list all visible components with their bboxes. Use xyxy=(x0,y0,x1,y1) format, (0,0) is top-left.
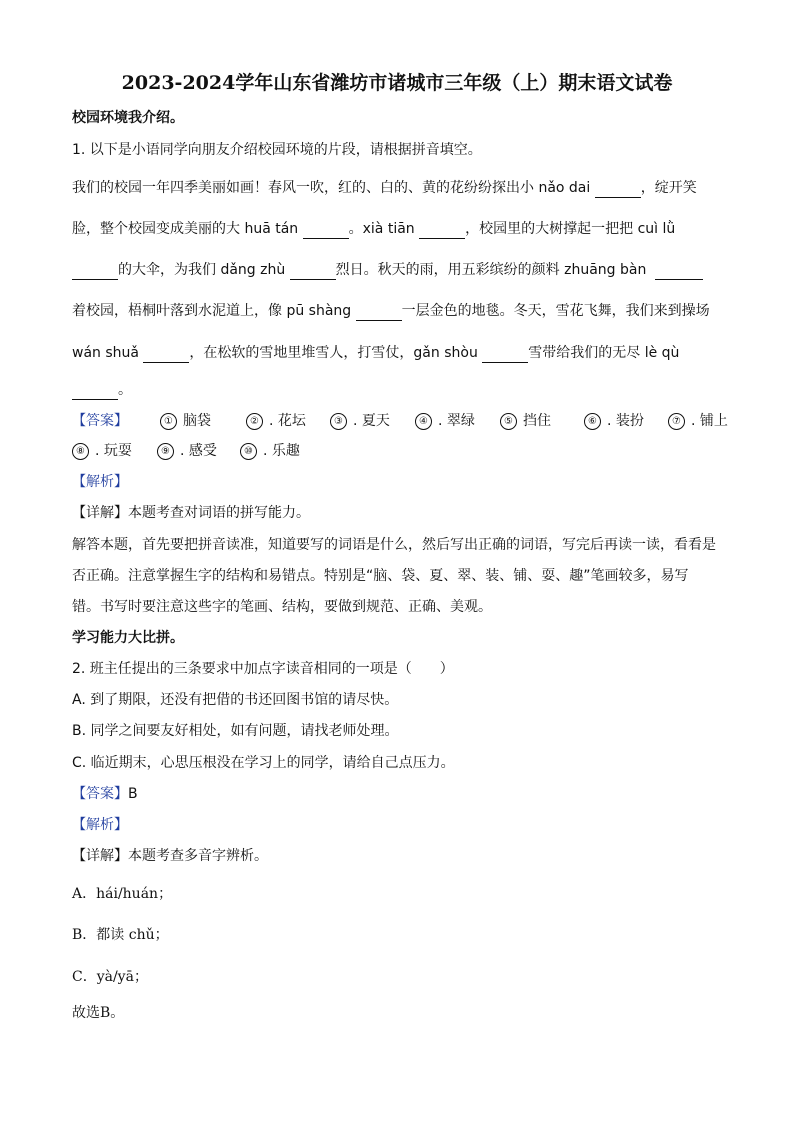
fill-blank[interactable] xyxy=(303,224,349,239)
pinyin-line-b: B．都读 chǔ； xyxy=(72,927,169,943)
analysis-label: 【解析】 xyxy=(72,817,128,833)
fill-blank[interactable] xyxy=(595,183,641,198)
answer-item: ⑦ . 铺上 xyxy=(668,411,728,431)
conclusion: 故选B。 xyxy=(72,1005,125,1021)
answer-item: ⑧ . 玩耍 xyxy=(72,441,132,461)
answer-item: ② . 花坛 xyxy=(246,411,306,431)
passage-text: 烈日。秋天的雨，用五彩缤纷的颜料 zhuāng bàn xyxy=(335,262,651,278)
fill-blank[interactable] xyxy=(72,385,118,400)
passage-text: ，在松软的雪地里堆雪人，打雪仗，gǎn shòu xyxy=(189,345,483,361)
answer-item: ④ . 翠绿 xyxy=(415,411,475,431)
answer-value: B xyxy=(128,786,138,802)
answer-label: 【答案】 xyxy=(72,786,128,802)
passage-text: 脸，整个校园变成美丽的大 huā tán xyxy=(72,221,303,237)
detail-text: 本题考查对词语的拼写能力。 xyxy=(128,505,310,521)
detail-label: 【详解】 xyxy=(72,848,128,864)
circled-number: ② xyxy=(246,413,263,430)
circled-number: ⑩ xyxy=(240,443,257,460)
answer-item: ⑨ . 感受 xyxy=(157,441,217,461)
circled-number: ⑦ xyxy=(668,413,685,430)
passage-line-3 xyxy=(72,260,703,280)
detail-text: 本题考查多音字辨析。 xyxy=(128,848,268,864)
passage-line-5 xyxy=(72,343,679,363)
explanation-line-2: 否正确。注意掌握生字的结构和易错点。特别是“脑、袋、夏、翠、装、铺、耍、趣”笔画较多，易写 xyxy=(72,568,689,584)
passage-text: 一层金色的地毯。冬天，雪花飞舞，我们来到操场 xyxy=(401,303,710,319)
passage-line-6 xyxy=(72,380,132,400)
fill-blank[interactable] xyxy=(419,224,465,239)
section-heading-campus: 校园环境我介绍。 xyxy=(72,110,184,126)
detail-label: 【详解】 xyxy=(72,505,128,521)
circled-number: ⑥ xyxy=(584,413,601,430)
answer-label: 【答案】 xyxy=(72,413,128,429)
circled-number: ③ xyxy=(330,413,347,430)
question-1-stem: 1. 以下是小语同学向朋友介绍校园环境的片段，请根据拼音填空。 xyxy=(72,142,482,158)
fill-blank[interactable] xyxy=(72,265,118,280)
detail-line xyxy=(72,846,268,866)
fill-blank[interactable] xyxy=(356,306,402,321)
passage-line-1 xyxy=(72,178,697,198)
passage-text: wán shuǎ xyxy=(72,345,144,361)
passage-line-4 xyxy=(72,301,710,321)
analysis-label: 【解析】 xyxy=(72,474,128,490)
answer-line xyxy=(72,784,138,804)
fill-blank[interactable] xyxy=(655,265,703,280)
passage-text: 。xià tiān xyxy=(348,221,420,237)
answer-item: ⑤ 挡住 xyxy=(500,411,551,431)
passage-text: ，绽开笑 xyxy=(640,180,697,196)
option-b: B. 同学之间要友好相处，如有问题，请找老师处理。 xyxy=(72,723,399,739)
circled-number: ⑤ xyxy=(500,413,517,430)
passage-line-2 xyxy=(72,219,675,239)
passage-text: 。 xyxy=(118,382,132,398)
fill-blank[interactable] xyxy=(482,348,528,363)
option-c: C. 临近期末，心思压根没在学习上的同学，请给自己点压力。 xyxy=(72,755,455,771)
answer-item: ⑩ . 乐趣 xyxy=(240,441,300,461)
passage-text: 雪带给我们的无尽 lè qù xyxy=(528,345,680,361)
pinyin-line-a: A．hái/huán； xyxy=(72,886,173,902)
circled-number: ④ xyxy=(415,413,432,430)
fill-blank[interactable] xyxy=(143,348,189,363)
page-title: 2023-2024学年山东省潍坊市诸城市三年级（上）期末语文试卷 xyxy=(121,72,673,94)
passage-text: 的大伞，为我们 dǎng zhù xyxy=(118,262,290,278)
passage-text: ，校园里的大树撑起一把把 cuì lǜ xyxy=(465,221,676,237)
fill-blank[interactable] xyxy=(290,265,336,280)
detail-line xyxy=(72,503,310,523)
answer-item: ⑥ . 装扮 xyxy=(584,411,644,431)
section-heading-ability: 学习能力大比拼。 xyxy=(72,630,184,646)
explanation-line-1: 解答本题，首先要把拼音读准，知道要写的词语是什么，然后写出正确的词语，写完后再读一读，看看是 xyxy=(72,537,716,553)
answer-item: ③ . 夏天 xyxy=(330,411,390,431)
question-2-stem: 2. 班主任提出的三条要求中加点字读音相同的一项是（ ） xyxy=(72,661,454,677)
circled-number: ① xyxy=(160,413,177,430)
circled-number: ⑧ xyxy=(72,443,89,460)
passage-text: 着校园，梧桐叶落到水泥道上，像 pū shàng xyxy=(72,303,356,319)
passage-text: 我们的校园一年四季美丽如画！春风一吹，红的、白的、黄的花纷纷探出小 nǎo dai xyxy=(72,180,595,196)
pinyin-line-c: C．yà/yā； xyxy=(72,969,148,985)
circled-number: ⑨ xyxy=(157,443,174,460)
explanation-line-3: 错。书写时要注意这些字的笔画、结构，要做到规范、正确、美观。 xyxy=(72,599,492,615)
option-a: A. 到了期限，还没有把借的书还回图书馆的请尽快。 xyxy=(72,692,399,708)
answer-item: ① 脑袋 xyxy=(160,411,211,431)
